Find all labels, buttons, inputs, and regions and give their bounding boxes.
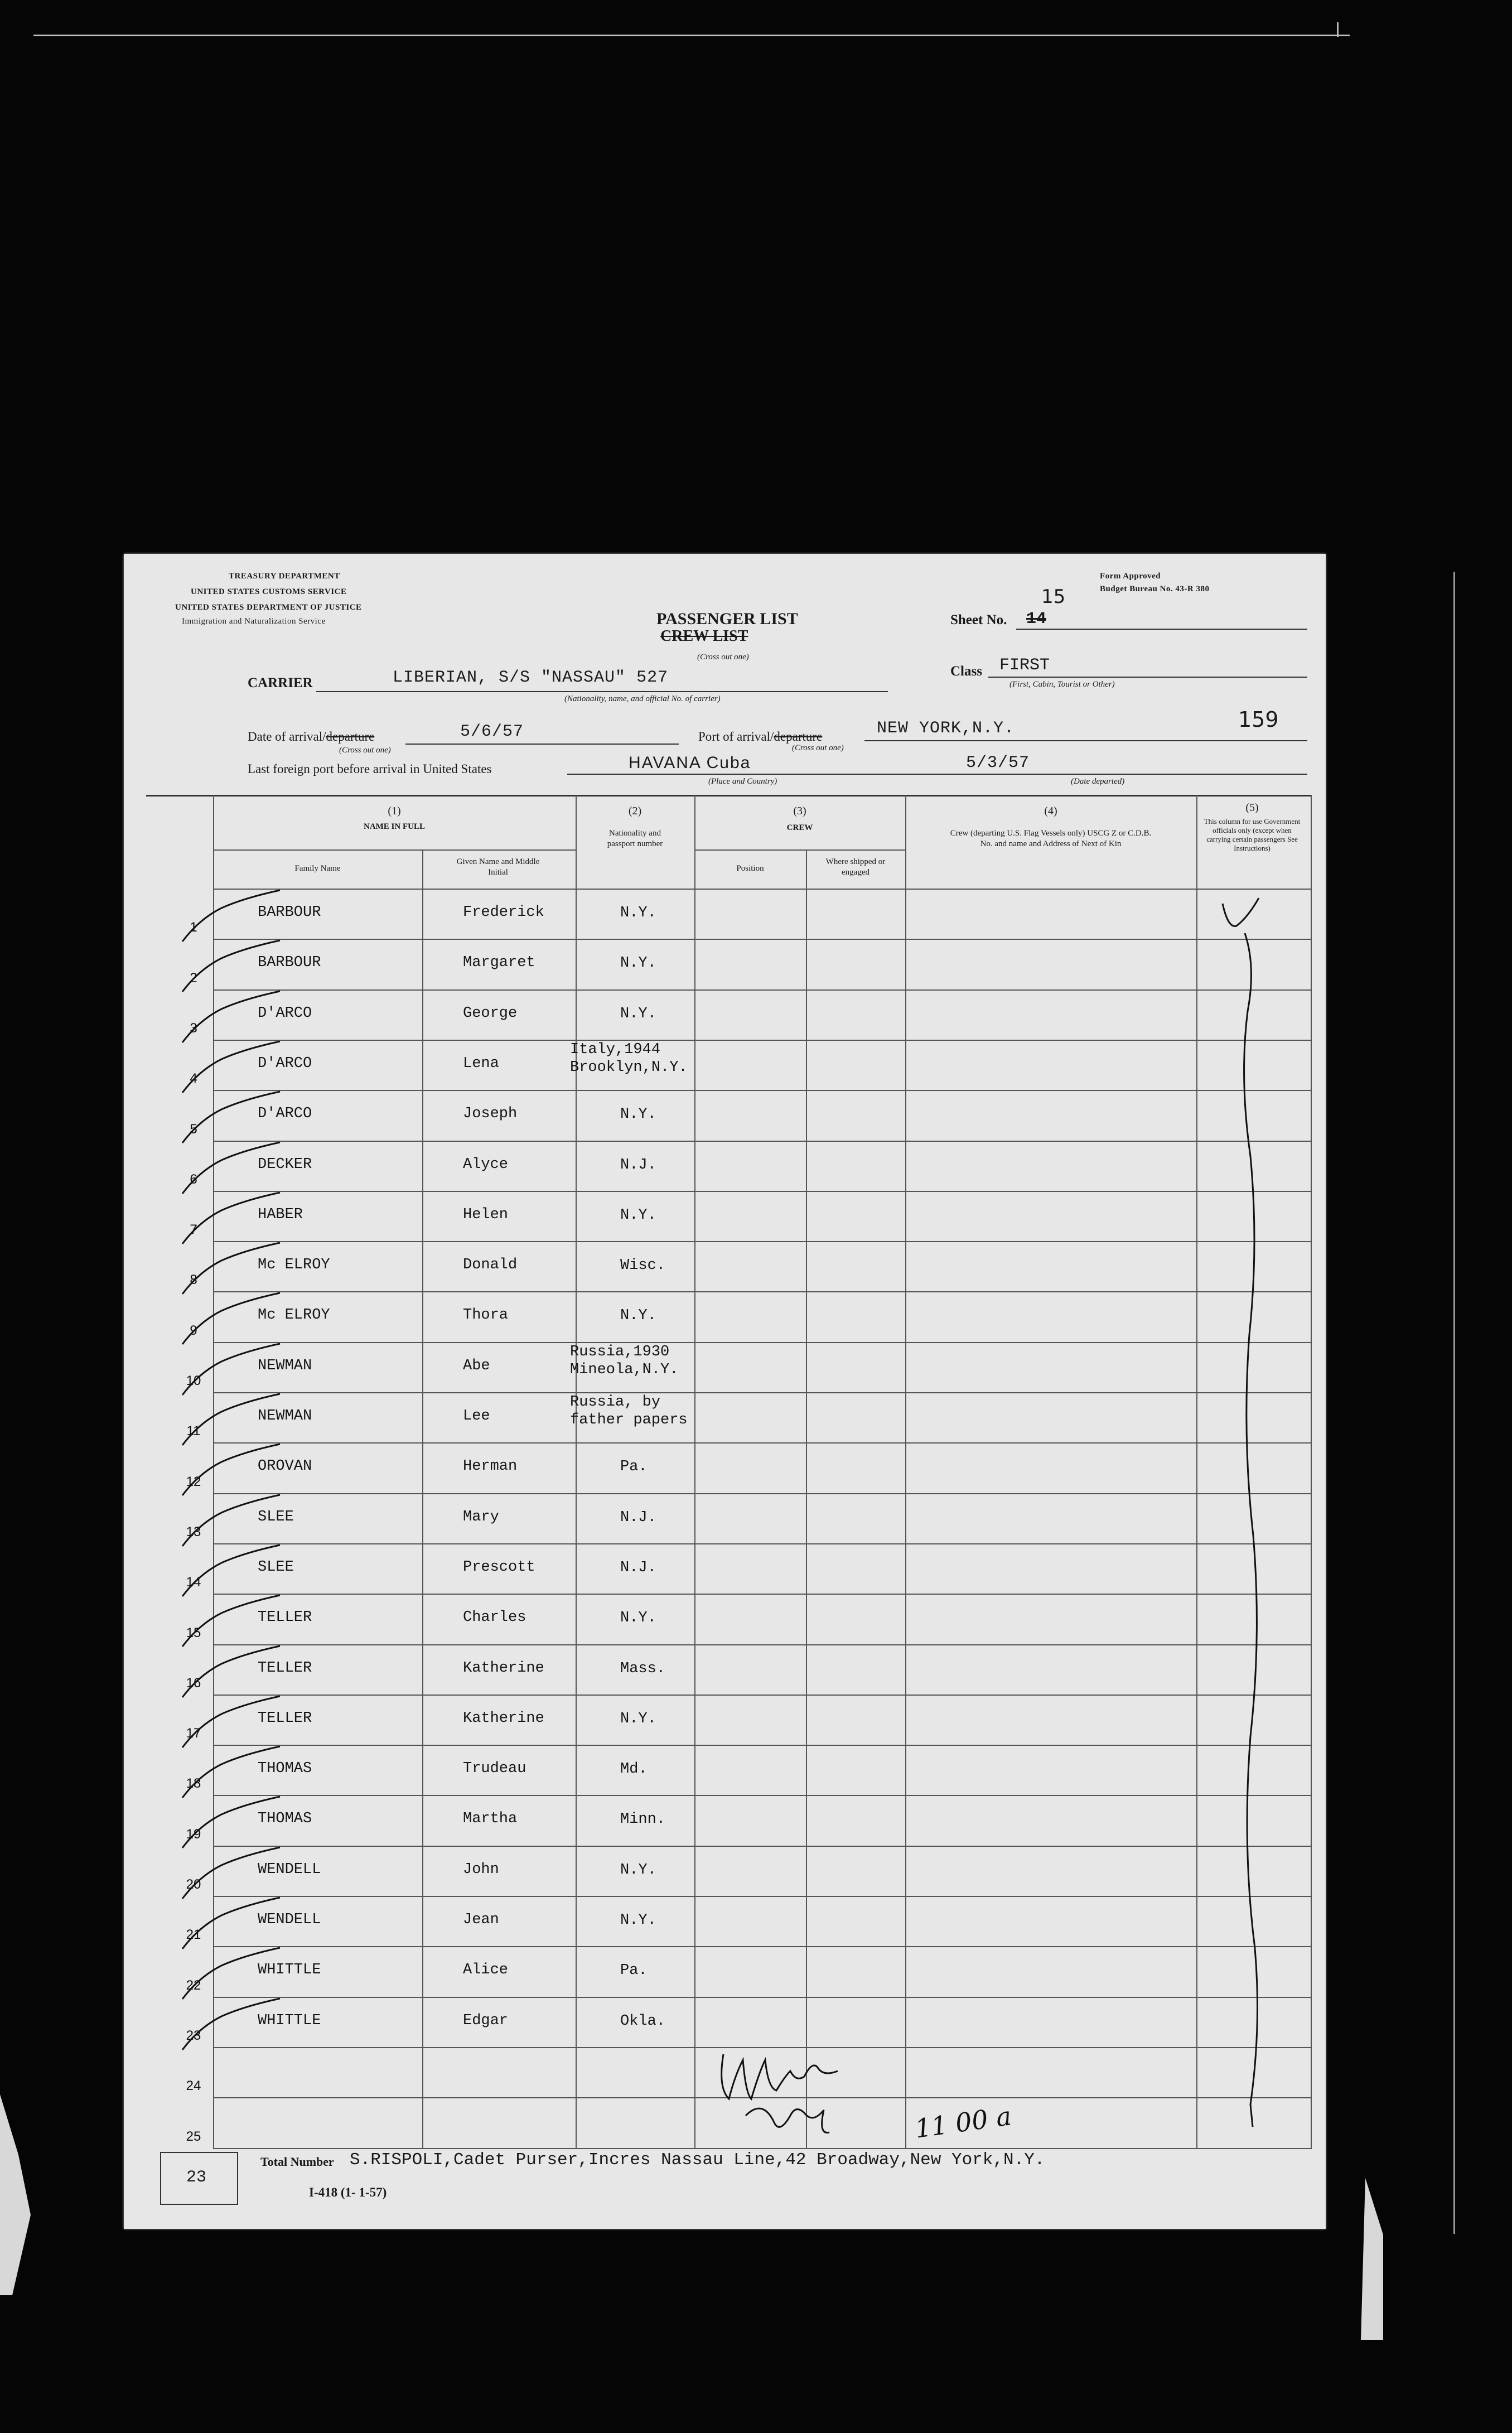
row-separator [213, 2047, 1312, 2048]
agency-line-1: TREASURY DEPARTMENT [229, 572, 340, 581]
last-port-label: Last foreign port before arrival in United States [248, 762, 492, 776]
port-value: NEW YORK,N.Y. [877, 719, 1015, 738]
row-separator [213, 1342, 1312, 1343]
row-number: 11 [186, 1423, 201, 1438]
family-name-cell: WHITTLE [258, 1962, 321, 1978]
given-name-cell: Frederick [463, 904, 544, 921]
family-name-cell: Mc ELROY [258, 1257, 330, 1273]
grid-v-where [905, 795, 906, 2149]
header-bottom-line [213, 889, 1312, 890]
nationality-cell: N.Y. [620, 1912, 656, 1929]
given-name-cell: Trudeau [463, 1760, 526, 1777]
given-name-cell: Lena [463, 1055, 499, 1072]
row-number: 17 [186, 1726, 201, 1741]
nationality-cell: N.Y. [620, 1862, 656, 1879]
sheet-label: Sheet No. [950, 612, 1007, 627]
agency-line-2: UNITED STATES CUSTOMS SERVICE [191, 587, 347, 596]
col3-title: CREW [786, 823, 813, 832]
form-number: I-418 (1- 1-57) [309, 2185, 387, 2199]
family-name-cell: SLEE [258, 1509, 294, 1526]
arrival-cross: (Cross out one) [339, 746, 391, 755]
budget-bureau: Budget Bureau No. 43-R 380 [1100, 585, 1210, 593]
nationality-cell: Minn. [620, 1811, 666, 1828]
row-number: 5 [190, 1122, 197, 1137]
col1-given: Given Name and Middle Initial [456, 857, 540, 877]
given-name-cell: John [463, 1861, 499, 1878]
given-name-cell: Jean [463, 1911, 499, 1928]
sheet-value: 15 [1041, 586, 1066, 608]
row-number: 16 [186, 1676, 201, 1691]
row-separator [213, 1543, 1312, 1544]
family-name-cell: THOMAS [258, 1811, 312, 1827]
row-number: 21 [186, 1927, 201, 1942]
carrier-label: CARRIER [248, 675, 313, 691]
col3-subline [694, 849, 905, 851]
family-name-cell: TELLER [258, 1660, 312, 1677]
nationality-cell: Italy,1944 Brooklyn,N.Y. [570, 1041, 688, 1076]
nationality-cell: Russia, by father papers [570, 1394, 688, 1428]
carrier-caption: (Nationality, name, and official No. of carrier) [564, 694, 721, 703]
row-number: 13 [186, 1524, 201, 1539]
family-name-cell: WENDELL [258, 1861, 321, 1878]
nationality-cell: N.Y. [620, 1610, 656, 1626]
scanner-right-artifact [1361, 2178, 1383, 2340]
grid-v-nat [694, 795, 695, 2149]
grid-v-position [806, 849, 807, 2149]
nationality-cell: Pa. [620, 1962, 648, 1979]
given-name-cell: Donald [463, 1257, 518, 1273]
agency-line-3: UNITED STATES DEPARTMENT OF JUSTICE [175, 603, 362, 612]
row-number: 12 [186, 1474, 201, 1489]
row-separator [213, 1695, 1312, 1696]
carrier-value: LIBERIAN, S/S "NASSAU" 527 [393, 668, 669, 687]
given-name-cell: Alyce [463, 1156, 509, 1173]
port-cross: (Cross out one) [792, 744, 844, 752]
nationality-cell: N.Y. [620, 1006, 656, 1022]
scanner-left-artifact [0, 2094, 31, 2295]
arrival-label-text: Date of arrival/ [248, 730, 326, 744]
agency-line-4: Immigration and Naturalization Service [182, 617, 326, 626]
row-number: 19 [186, 1827, 201, 1842]
nationality-cell: N.Y. [620, 1207, 656, 1224]
carrier-underline [316, 691, 888, 692]
row-number: 2 [190, 971, 197, 986]
row-number: 10 [186, 1373, 201, 1388]
row-separator [213, 1795, 1312, 1796]
row-separator [213, 1644, 1312, 1645]
row-separator [213, 1090, 1312, 1091]
row-number: 20 [186, 1877, 201, 1892]
family-name-cell: THOMAS [258, 1760, 312, 1777]
given-name-cell: Helen [463, 1206, 509, 1223]
family-name-cell: Mc ELROY [258, 1307, 330, 1324]
row-separator [213, 1141, 1312, 1142]
arrival-label-struck: departure [326, 730, 375, 744]
grid-v-given [576, 795, 577, 2149]
arrival-value: 5/6/57 [460, 722, 524, 741]
sheet-value-struck: 14 [1026, 610, 1047, 629]
col1-family: Family Name [294, 864, 341, 873]
row-number: 7 [190, 1222, 197, 1237]
col4-title: Crew (departing U.S. Flag Vessels only) USCG Z or C.D.B. No. and name and Address of Next of Kin [950, 829, 1152, 848]
row-number: 24 [186, 2078, 201, 2093]
col3-position: Position [736, 864, 764, 873]
nationality-cell: N.J. [620, 1509, 656, 1526]
row-separator [213, 1946, 1312, 1947]
table-top-border [146, 795, 1312, 796]
nationality-cell: N.Y. [620, 905, 656, 921]
row-separator [213, 1745, 1312, 1746]
row-number: 23 [186, 2028, 201, 2043]
port-label-struck: departure [774, 730, 823, 744]
scanner-corner-mark [1337, 22, 1339, 37]
row-separator [213, 1040, 1312, 1041]
class-value: FIRST [999, 656, 1050, 675]
row-separator [213, 1191, 1312, 1192]
given-name-cell: Katherine [463, 1660, 544, 1677]
col1-title: NAME IN FULL [363, 822, 425, 831]
nationality-cell: Pa. [620, 1459, 648, 1475]
given-name-cell: Margaret [463, 954, 535, 971]
family-name-cell: NEWMAN [258, 1408, 312, 1425]
family-name-cell: D'ARCO [258, 1106, 312, 1122]
official-squiggle-line [1234, 933, 1278, 2132]
given-name-cell: Katherine [463, 1710, 544, 1727]
nationality-cell: Russia,1930 Mineola,N.Y. [570, 1344, 679, 1378]
sheet-underline [1016, 629, 1307, 630]
row-separator [213, 1594, 1312, 1595]
class-caption: (First, Cabin, Tourist or Other) [1009, 680, 1115, 689]
given-name-cell: Mary [463, 1509, 499, 1526]
row-number: 22 [186, 1978, 201, 1993]
nationality-cell: Okla. [620, 2013, 666, 2030]
family-name-cell: BARBOUR [258, 904, 321, 921]
col3-num: (3) [793, 805, 806, 817]
row-separator [213, 1241, 1312, 1242]
col2-num: (2) [628, 805, 642, 817]
row-number: 8 [190, 1272, 197, 1287]
family-name-cell: WENDELL [258, 1911, 321, 1928]
family-name-cell: DECKER [258, 1156, 312, 1173]
arrival-underline [405, 744, 679, 745]
nationality-cell: N.Y. [620, 955, 656, 972]
port-label-text: Port of arrival/ [698, 730, 774, 744]
row-number: 3 [190, 1021, 197, 1036]
handwritten-initials [712, 2038, 846, 2144]
nationality-cell: Mass. [620, 1660, 666, 1677]
port-label [698, 730, 822, 744]
grid-v-family [422, 849, 423, 2149]
col1-subline [213, 849, 576, 851]
form-title: PASSENGER LIST [656, 610, 798, 628]
grid-v-right [1311, 795, 1312, 2149]
given-name-cell: Joseph [463, 1106, 518, 1122]
family-name-cell: HABER [258, 1206, 303, 1223]
nationality-cell: N.Y. [620, 1106, 656, 1123]
handwritten-time-note: 11 00 a [913, 2101, 1013, 2144]
given-name-cell: Lee [463, 1408, 490, 1425]
family-name-cell: TELLER [258, 1609, 312, 1626]
grid-v-col4 [1196, 795, 1197, 2149]
given-name-cell: Charles [463, 1609, 526, 1626]
given-name-cell: Martha [463, 1811, 518, 1827]
stamp-number: 159 [1238, 707, 1279, 732]
port-underline [864, 740, 1307, 741]
form-title-struck: CREW LIST [660, 627, 748, 645]
purser-signature-line: S.RISPOLI,Cadet Purser,Incres Nassau Line,42 Broadway,New York,N.Y. [350, 2150, 1045, 2170]
row-separator [213, 2097, 1312, 2098]
nationality-cell: N.Y. [620, 1307, 656, 1324]
col4-num: (4) [1044, 805, 1057, 817]
col3-where: Where shipped or engaged [825, 857, 886, 877]
row-number: 4 [190, 1071, 197, 1086]
date-departed-caption: (Date departed) [1071, 777, 1125, 786]
family-name-cell: BARBOUR [258, 954, 321, 971]
scanner-right-edge [1453, 572, 1455, 2234]
given-name-cell: Alice [463, 1962, 509, 1978]
nationality-cell: N.J. [620, 1157, 656, 1174]
nationality-cell: Md. [620, 1761, 648, 1778]
row-number: 1 [190, 920, 197, 935]
row-separator [213, 989, 1312, 991]
col5-title: This column for use Government officials only (except when carrying certain passengers See Instructions) [1204, 817, 1301, 852]
family-name-cell: TELLER [258, 1710, 312, 1727]
row-separator [213, 1291, 1312, 1292]
row-number: 6 [190, 1172, 197, 1187]
family-name-cell: OROVAN [258, 1458, 312, 1475]
family-name-cell: SLEE [258, 1559, 294, 1576]
given-name-cell: George [463, 1005, 518, 1022]
row-separator [213, 1493, 1312, 1494]
date-departed-underline [899, 774, 1307, 775]
col2-title: Nationality and passport number [607, 829, 663, 848]
col1-num: (1) [388, 805, 401, 817]
given-name-cell: Herman [463, 1458, 518, 1475]
row-separator [213, 2148, 1312, 2149]
title-cross-out: (Cross out one) [697, 653, 749, 662]
form-approved: Form Approved [1100, 572, 1161, 581]
arrival-label [248, 730, 374, 744]
passenger-list-sheet [124, 554, 1326, 2229]
family-name-cell: WHITTLE [258, 2012, 321, 2029]
family-name-cell: D'ARCO [258, 1005, 312, 1022]
class-label: Class [950, 664, 982, 679]
col5-num: (5) [1245, 802, 1259, 814]
nationality-cell: N.J. [620, 1560, 656, 1576]
row-separator [213, 1392, 1312, 1393]
row-number: 14 [186, 1575, 201, 1590]
row-separator [213, 1997, 1312, 1998]
family-name-cell: D'ARCO [258, 1055, 312, 1072]
row-separator [213, 1442, 1312, 1444]
nationality-cell: Wisc. [620, 1257, 666, 1274]
class-underline [988, 677, 1307, 678]
official-checkmark [1217, 895, 1267, 934]
family-name-cell: NEWMAN [258, 1358, 312, 1374]
date-departed-value: 5/3/57 [966, 754, 1030, 773]
last-port-caption: (Place and Country) [708, 777, 777, 786]
scanner-top-edge [33, 35, 1350, 36]
row-number: 18 [186, 1776, 201, 1791]
row-separator [213, 939, 1312, 940]
nationality-cell: N.Y. [620, 1711, 656, 1727]
total-number-label: Total Number [260, 2155, 334, 2169]
row-number: 9 [190, 1323, 197, 1338]
row-number: 25 [186, 2129, 201, 2144]
given-name-cell: Abe [463, 1358, 490, 1374]
row-separator [213, 1846, 1312, 1847]
grid-v-left [213, 795, 214, 2149]
given-name-cell: Edgar [463, 2012, 509, 2029]
last-port-value: HAVANA Cuba [629, 754, 751, 772]
given-name-cell: Thora [463, 1307, 509, 1324]
total-number-value: 23 [186, 2168, 207, 2187]
row-separator [213, 1896, 1312, 1897]
given-name-cell: Prescott [463, 1559, 535, 1576]
row-number: 15 [186, 1625, 201, 1640]
